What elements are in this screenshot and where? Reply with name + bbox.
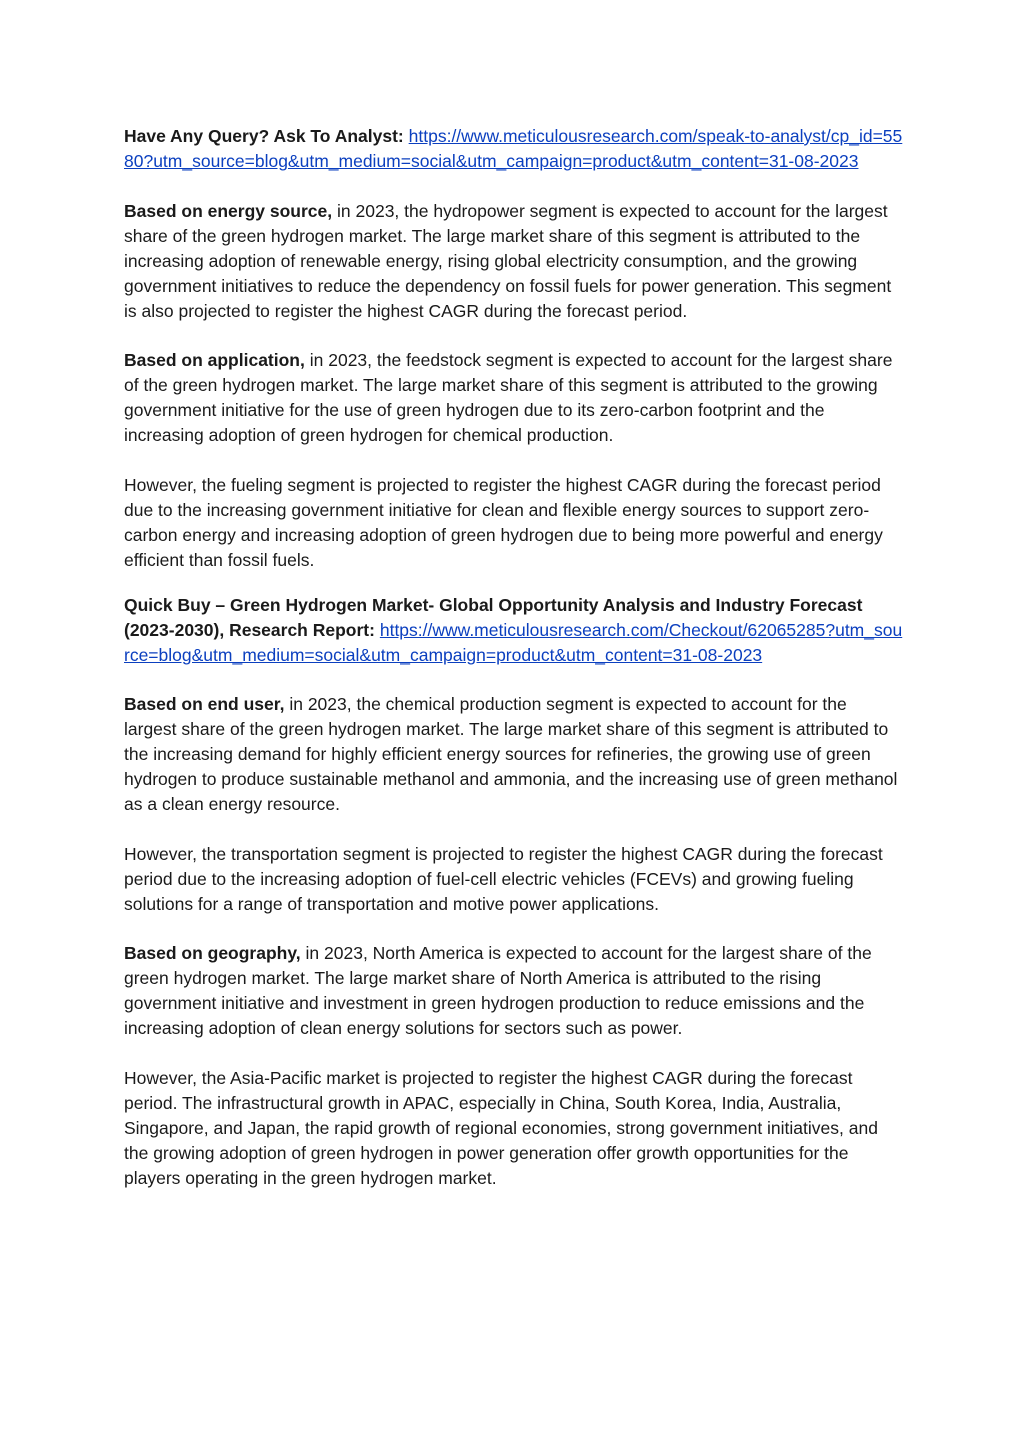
application-paragraph [124,348,904,448]
end-user-paragraph [124,692,904,817]
geography-text: in 2023, North America is expected to account for the largest share of the green hydrogen market. The large market share of North America is attributed to the rising government initiative and investment in green hydrogen production to reduce emissions and the increasing adoption of clean energy solutions for sectors such as power. [124,943,872,1038]
checkout-link[interactable]: https://www.meticulousresearch.com/Checkout/62065285?utm_source=blog&utm_medium=social&utm_campaign=product&utm_content=31-08-2023 [124,619,903,665]
quick-buy-report-label: Report: [312,619,375,640]
application-label: Based on application, [124,350,305,370]
end-user-text: in 2023, the chemical production segment is expected to account for the largest share of the green hydrogen market. The large market share of this segment is attributed to the increasing demand for highly efficient energy sources for refineries, the growing use of green hydrogen to produce sustainable methanol and ammonia, and the increasing use of green methanol as a clean energy resource. [124,694,898,814]
application-text: in 2023, the feedstock segment is expected to account for the largest share of the green hydrogen market. The large market share of this segment is attributed to the growing government initiative for the use of green hydrogen due to its zero-carbon footprint and the increasing adoption of green hydrogen for chemical production. [124,350,893,445]
asia-pacific-text: However, the Asia-Pacific market is projected to register the highest CAGR during the forecast period. The infrastructural growth in APAC, especially in China, South Korea, India, Australia, Singapore, and Japan, the rapid growth of regional economies, strong government initiatives, and the growing adoption of green hydrogen in power generation offer growth opportunities for the players operating in the green hydrogen market. [124,1067,878,1188]
analyst-link[interactable]: https://www.meticulousresearch.com/speak-to-analyst/cp_id=5580?utm_source=blog&utm_medium=social&utm_campaign=product&utm_content=31-08-2023 [124,126,903,171]
energy-source-text: in 2023, the hydropower segment is expected to account for the largest share of the green hydrogen market. The large market share of this segment is attributed to the increasing adoption of renewable energy, rising global electricity consumption, and the growing government initiatives to reduce the dependency on fossil fuels for power generation. This segment is also projected to register the highest CAGR during the forecast period. [124,200,892,321]
transportation-paragraph [124,842,904,917]
fueling-paragraph [124,473,904,573]
geography-paragraph [124,941,904,1041]
energy-source-paragraph [124,199,904,324]
asia-pacific-paragraph [124,1066,904,1191]
query-label: Have Any Query? Ask To Analyst: [124,126,404,146]
transportation-text: However, the transportation segment is projected to register the highest CAGR during the forecast period due to the increasing adoption of fuel-cell electric vehicles (FCEVs) and growing fueling solutions for a range of transportation and motive power applications. [124,843,883,914]
quick-buy-paragraph [124,593,904,668]
query-paragraph [124,124,904,174]
document-page [124,124,904,1215]
geography-label: Based on geography, [124,943,301,963]
energy-source-label: Based on energy source, [124,200,333,221]
quick-buy-title: Quick Buy – Green Hydrogen Market- Global Opportunity Analysis and Industry Forecast (2023-2030), Research [124,594,863,640]
end-user-label: Based on end user, [124,694,285,714]
fueling-text: However, the fueling segment is projected to register the highest CAGR during the forecast period due to the increasing government initiative for clean and flexible energy sources to support zero-carbon energy and increasing adoption of green hydrogen due to being more powerful and energy efficient than fossil fuels. [124,474,883,570]
